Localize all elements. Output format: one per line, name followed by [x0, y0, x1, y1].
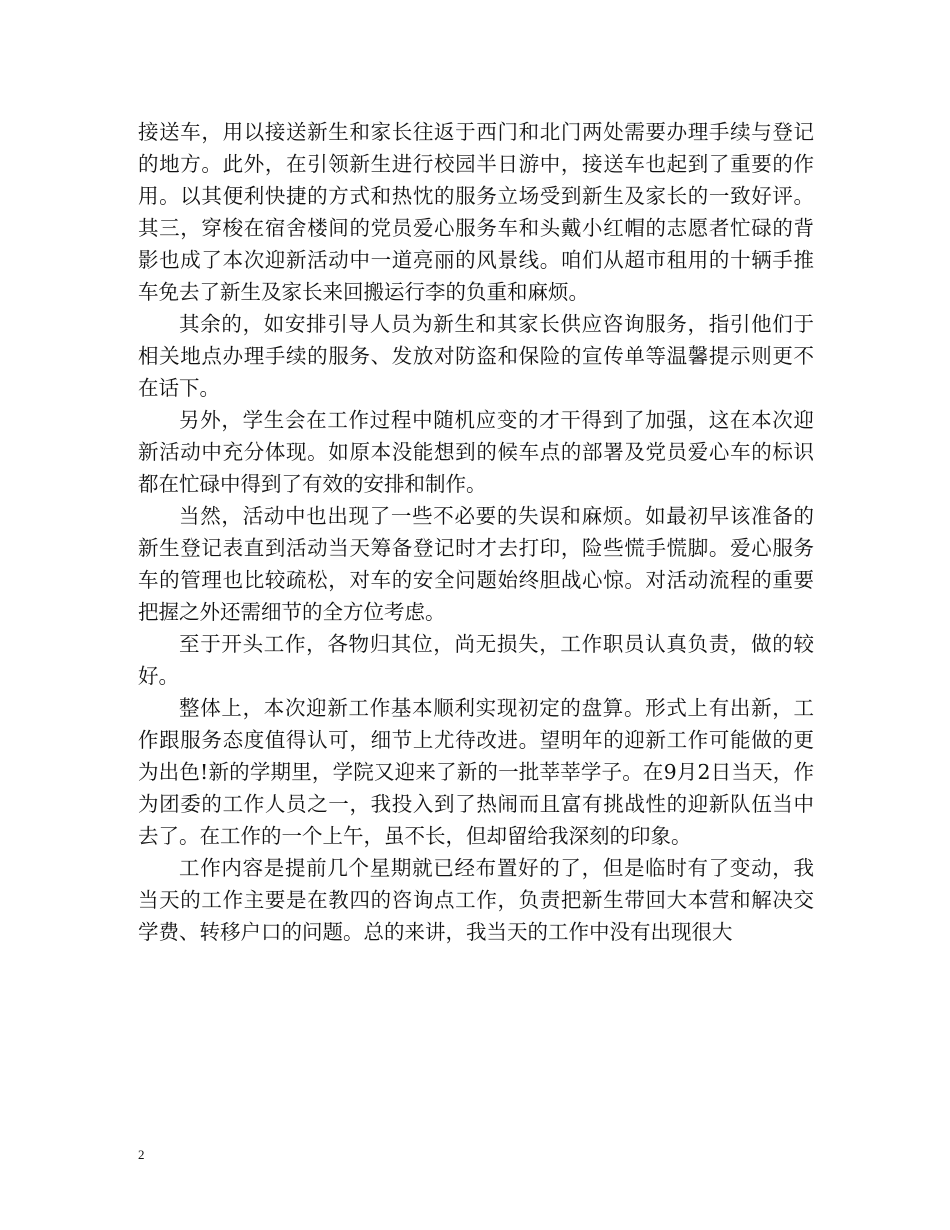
paragraph-1: 接送车，用以接送新生和家长往返于西门和北门两处需要办理手续与登记的地方。此外，在引领新生进行校园半日游中，接送车也起到了重要的作用。以其便利快捷的方式和热忱的服务立场受到新生及家长的一致好评。其三，穿梭在宿舍楼间的党员爱心服务车和头戴小红帽的志愿者忙碌的背影也成了本次迎新活动中一道亮丽的风景线。咱们从超市租用的十辆手推车免去了新生及家长来回搬运行李的负重和麻烦。: [138, 120, 814, 304]
page-number: 2: [138, 1147, 145, 1162]
paragraph-6: 整体上，本次迎新工作基本顺利实现初定的盘算。形式上有出新，工作跟服务态度值得认可，细节上尤待改进。望明年的迎新工作可能做的更为出色!新的学期里，学院又迎来了新的一批莘莘学子。在9月2日当天，作为团委的工作人员之一，我投入到了热闹而且富有挑战性的迎新队伍当中去了。在工作的一个上午，虽不长，但却留给我深刻的印象。: [138, 696, 814, 848]
paragraph-7: 工作内容是提前几个星期就已经布置好的了，但是临时有了变动，我当天的工作主要是在教四的咨询点工作，负责把新生带回大本营和解决交学费、转移户口的问题。总的来讲，我当天的工作中没有出现很大: [138, 856, 814, 944]
paragraph-4: 当然，活动中也出现了一些不必要的失误和麻烦。如最初早该准备的新生登记表直到活动当天筹备登记时才去打印，险些慌手慌脚。爱心服务车的管理也比较疏松，对车的安全问题始终胆战心惊。对活动流程的重要把握之外还需细节的全方位考虑。: [138, 504, 814, 624]
document-body: [138, 116, 814, 948]
paragraph-5: 至于开头工作，各物归其位，尚无损失，工作职员认真负责，做的较好。: [138, 632, 814, 688]
paragraph-2: 其余的，如安排引导人员为新生和其家长供应咨询服务，指引他们于相关地点办理手续的服务、发放对防盗和保险的宣传单等温馨提示则更不在话下。: [138, 312, 814, 400]
paragraph-3: 另外，学生会在工作过程中随机应变的才干得到了加强，这在本次迎新活动中充分体现。如原本没能想到的候车点的部署及党员爱心车的标识都在忙碌中得到了有效的安排和制作。: [138, 408, 814, 496]
